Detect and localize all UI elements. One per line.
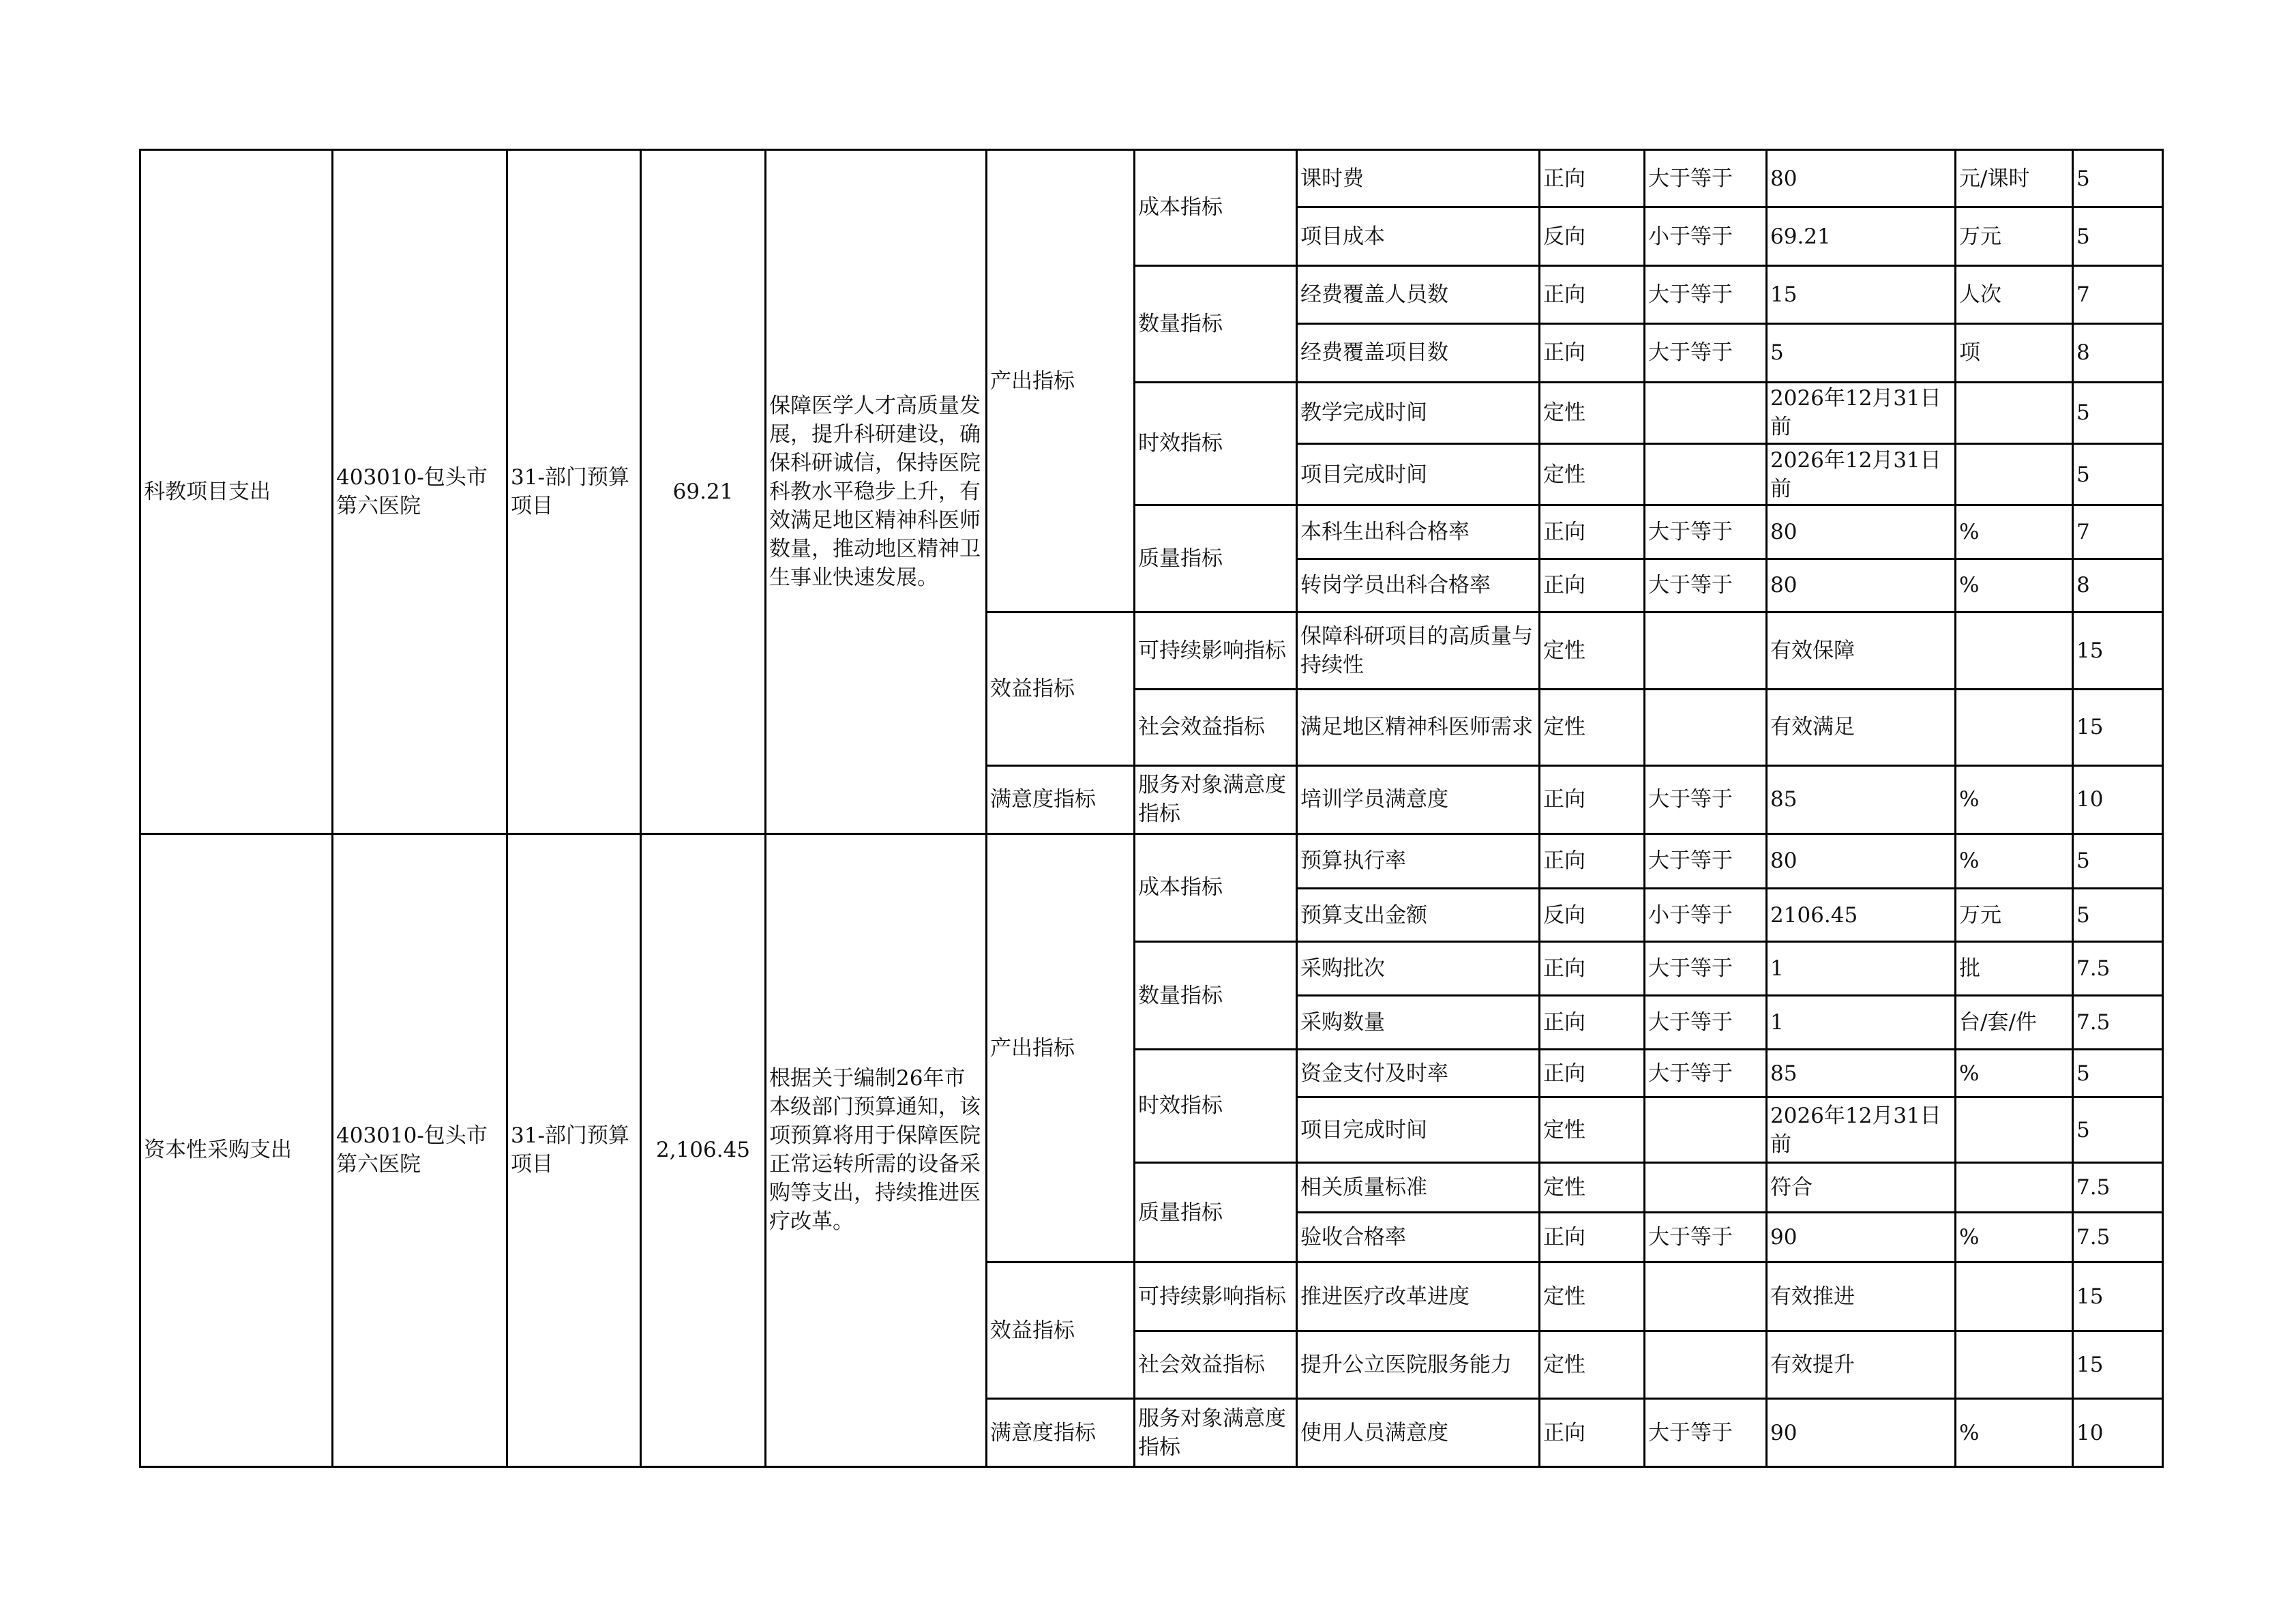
performance-indicator-table [139, 149, 2164, 1468]
indicator-operator: 小于等于 [1645, 207, 1767, 265]
indicator-value: 符合 [1767, 1162, 1956, 1212]
indicator-score: 7.5 [2073, 995, 2163, 1049]
indicator-direction: 正向 [1540, 1050, 1645, 1097]
level2-indicator: 成本指标 [1135, 833, 1297, 942]
indicator-value: 80 [1767, 833, 1956, 888]
indicator-unit: % [1956, 505, 2073, 559]
level2-indicator: 时效指标 [1135, 382, 1297, 505]
indicator-operator: 大于等于 [1645, 995, 1767, 1049]
indicator-direction: 反向 [1540, 207, 1645, 265]
indicator-operator: 大于等于 [1645, 942, 1767, 995]
indicator-direction: 反向 [1540, 888, 1645, 941]
project-goal: 根据关于编制26年市本级部门预算通知，该项预算将用于保障医院正常运转所需的设备采购等支出，持续推进医疗改革。 [766, 833, 987, 1466]
level1-indicator: 效益指标 [987, 612, 1135, 766]
indicator-unit: 台/套/件 [1956, 995, 2073, 1049]
indicator-score: 15 [2073, 1331, 2163, 1398]
indicator-name: 项目成本 [1297, 207, 1540, 265]
level1-indicator: 效益指标 [987, 1263, 1135, 1399]
indicator-unit [1956, 689, 2073, 766]
indicator-operator: 大于等于 [1645, 1399, 1767, 1467]
indicator-operator [1645, 612, 1767, 690]
indicator-direction: 定性 [1540, 1097, 1645, 1162]
indicator-score: 7 [2073, 505, 2163, 559]
indicator-score: 5 [2073, 888, 2163, 941]
level1-indicator: 产出指标 [987, 833, 1135, 1263]
indicator-name: 转岗学员出科合格率 [1297, 559, 1540, 612]
indicator-value: 有效推进 [1767, 1263, 1956, 1331]
indicator-unit: % [1956, 1213, 2073, 1263]
indicator-name: 使用人员满意度 [1297, 1399, 1540, 1467]
indicator-direction: 正向 [1540, 833, 1645, 888]
indicator-operator: 大于等于 [1645, 1050, 1767, 1097]
level2-indicator: 数量指标 [1135, 942, 1297, 1050]
level2-indicator: 成本指标 [1135, 150, 1297, 266]
indicator-direction: 定性 [1540, 1162, 1645, 1212]
table-row [140, 150, 2163, 207]
indicator-score: 5 [2073, 833, 2163, 888]
indicator-name: 课时费 [1297, 150, 1540, 207]
budget-unit: 403010-包头市第六医院 [333, 150, 507, 834]
indicator-direction: 定性 [1540, 689, 1645, 766]
indicator-direction: 正向 [1540, 324, 1645, 382]
indicator-direction: 定性 [1540, 612, 1645, 690]
indicator-unit [1956, 1331, 2073, 1398]
project-name: 科教项目支出 [140, 150, 333, 834]
indicator-value: 85 [1767, 766, 1956, 833]
indicator-operator [1645, 382, 1767, 443]
level2-indicator: 社会效益指标 [1135, 689, 1297, 766]
indicator-name: 采购数量 [1297, 995, 1540, 1049]
indicator-unit: % [1956, 1399, 2073, 1467]
indicator-score: 7 [2073, 265, 2163, 323]
indicator-direction: 正向 [1540, 265, 1645, 323]
indicator-name: 经费覆盖项目数 [1297, 324, 1540, 382]
indicator-value: 80 [1767, 150, 1956, 207]
indicator-score: 5 [2073, 150, 2163, 207]
indicator-score: 5 [2073, 382, 2163, 443]
indicator-operator: 大于等于 [1645, 559, 1767, 612]
indicator-value: 有效保障 [1767, 612, 1956, 690]
indicator-score: 7.5 [2073, 1162, 2163, 1212]
project-amount: 2,106.45 [641, 833, 766, 1466]
indicator-value: 85 [1767, 1050, 1956, 1097]
indicator-operator [1645, 443, 1767, 505]
indicator-operator: 大于等于 [1645, 833, 1767, 888]
indicator-unit [1956, 1263, 2073, 1331]
indicator-unit [1956, 612, 2073, 690]
indicator-operator: 大于等于 [1645, 150, 1767, 207]
indicator-score: 5 [2073, 1050, 2163, 1097]
indicator-value: 80 [1767, 505, 1956, 559]
indicator-value: 2026年12月31日前 [1767, 1097, 1956, 1162]
indicator-name: 推进医疗改革进度 [1297, 1263, 1540, 1331]
level2-indicator: 可持续影响指标 [1135, 1263, 1297, 1331]
indicator-operator [1645, 1263, 1767, 1331]
indicator-direction: 正向 [1540, 942, 1645, 995]
indicator-name: 项目完成时间 [1297, 1097, 1540, 1162]
level2-indicator: 社会效益指标 [1135, 1331, 1297, 1398]
indicator-name: 保障科研项目的高质量与持续性 [1297, 612, 1540, 690]
level2-indicator: 数量指标 [1135, 265, 1297, 382]
indicator-name: 教学完成时间 [1297, 382, 1540, 443]
indicator-unit: 人次 [1956, 265, 2073, 323]
indicator-score: 8 [2073, 559, 2163, 612]
indicator-value: 2026年12月31日前 [1767, 443, 1956, 505]
indicator-direction: 正向 [1540, 766, 1645, 833]
indicator-score: 5 [2073, 1097, 2163, 1162]
indicator-operator: 大于等于 [1645, 766, 1767, 833]
indicator-name: 预算执行率 [1297, 833, 1540, 888]
indicator-operator [1645, 1097, 1767, 1162]
indicator-unit: 万元 [1956, 207, 2073, 265]
indicator-operator [1645, 689, 1767, 766]
level1-indicator: 满意度指标 [987, 1399, 1135, 1467]
indicator-value: 2106.45 [1767, 888, 1956, 941]
indicator-value: 1 [1767, 942, 1956, 995]
indicator-name: 本科生出科合格率 [1297, 505, 1540, 559]
indicator-unit: 元/课时 [1956, 150, 2073, 207]
indicator-unit [1956, 1097, 2073, 1162]
indicator-value: 69.21 [1767, 207, 1956, 265]
indicator-unit [1956, 382, 2073, 443]
indicator-score: 15 [2073, 612, 2163, 690]
indicator-name: 相关质量标准 [1297, 1162, 1540, 1212]
indicator-direction: 定性 [1540, 1263, 1645, 1331]
indicator-score: 5 [2073, 207, 2163, 265]
level2-indicator: 时效指标 [1135, 1050, 1297, 1163]
indicator-value: 80 [1767, 559, 1956, 612]
indicator-operator: 小于等于 [1645, 888, 1767, 941]
indicator-direction: 定性 [1540, 1331, 1645, 1398]
indicator-value: 2026年12月31日前 [1767, 382, 1956, 443]
indicator-operator [1645, 1331, 1767, 1398]
indicator-name: 资金支付及时率 [1297, 1050, 1540, 1097]
indicator-unit: % [1956, 833, 2073, 888]
indicator-direction: 正向 [1540, 1399, 1645, 1467]
indicator-score: 7.5 [2073, 942, 2163, 995]
project-amount: 69.21 [641, 150, 766, 834]
level1-indicator: 满意度指标 [987, 766, 1135, 833]
level2-indicator: 服务对象满意度指标 [1135, 1399, 1297, 1467]
indicator-name: 验收合格率 [1297, 1213, 1540, 1263]
level2-indicator: 可持续影响指标 [1135, 612, 1297, 690]
indicator-direction: 正向 [1540, 150, 1645, 207]
indicator-value: 有效提升 [1767, 1331, 1956, 1398]
indicator-value: 5 [1767, 324, 1956, 382]
indicator-operator: 大于等于 [1645, 265, 1767, 323]
level2-indicator: 质量指标 [1135, 505, 1297, 612]
indicator-name: 提升公立医院服务能力 [1297, 1331, 1540, 1398]
indicator-unit: % [1956, 766, 2073, 833]
project-type: 31-部门预算项目 [507, 833, 641, 1466]
indicator-value: 90 [1767, 1399, 1956, 1467]
indicator-score: 15 [2073, 689, 2163, 766]
indicator-operator: 大于等于 [1645, 324, 1767, 382]
project-type: 31-部门预算项目 [507, 150, 641, 834]
indicator-score: 8 [2073, 324, 2163, 382]
indicator-unit: % [1956, 1050, 2073, 1097]
indicator-unit [1956, 1162, 2073, 1212]
level2-indicator: 服务对象满意度指标 [1135, 766, 1297, 833]
indicator-value: 有效满足 [1767, 689, 1956, 766]
project-name: 资本性采购支出 [140, 833, 333, 1466]
table-row [140, 833, 2163, 888]
indicator-unit: % [1956, 559, 2073, 612]
indicator-unit: 万元 [1956, 888, 2073, 941]
indicator-direction: 正向 [1540, 559, 1645, 612]
indicator-name: 预算支出金额 [1297, 888, 1540, 941]
budget-unit: 403010-包头市第六医院 [333, 833, 507, 1466]
indicator-score: 5 [2073, 443, 2163, 505]
indicator-score: 15 [2073, 1263, 2163, 1331]
indicator-name: 采购批次 [1297, 942, 1540, 995]
indicator-direction: 定性 [1540, 443, 1645, 505]
indicator-unit: 批 [1956, 942, 2073, 995]
indicator-direction: 正向 [1540, 505, 1645, 559]
project-goal: 保障医学人才高质量发展，提升科研建设，确保科研诚信，保持医院科教水平稳步上升，有效满足地区精神科医师数量，推动地区精神卫生事业快速发展。 [766, 150, 987, 834]
indicator-value: 1 [1767, 995, 1956, 1049]
indicator-unit [1956, 443, 2073, 505]
indicator-name: 培训学员满意度 [1297, 766, 1540, 833]
indicator-unit: 项 [1956, 324, 2073, 382]
indicator-name: 经费覆盖人员数 [1297, 265, 1540, 323]
level1-indicator: 产出指标 [987, 150, 1135, 612]
indicator-value: 15 [1767, 265, 1956, 323]
indicator-operator [1645, 1162, 1767, 1212]
indicator-direction: 正向 [1540, 995, 1645, 1049]
indicator-name: 项目完成时间 [1297, 443, 1540, 505]
indicator-value: 90 [1767, 1213, 1956, 1263]
indicator-score: 10 [2073, 766, 2163, 833]
indicator-operator: 大于等于 [1645, 505, 1767, 559]
indicator-direction: 定性 [1540, 382, 1645, 443]
indicator-direction: 正向 [1540, 1213, 1645, 1263]
indicator-name: 满足地区精神科医师需求 [1297, 689, 1540, 766]
indicator-operator: 大于等于 [1645, 1213, 1767, 1263]
level2-indicator: 质量指标 [1135, 1162, 1297, 1263]
indicator-score: 10 [2073, 1399, 2163, 1467]
indicator-score: 7.5 [2073, 1213, 2163, 1263]
